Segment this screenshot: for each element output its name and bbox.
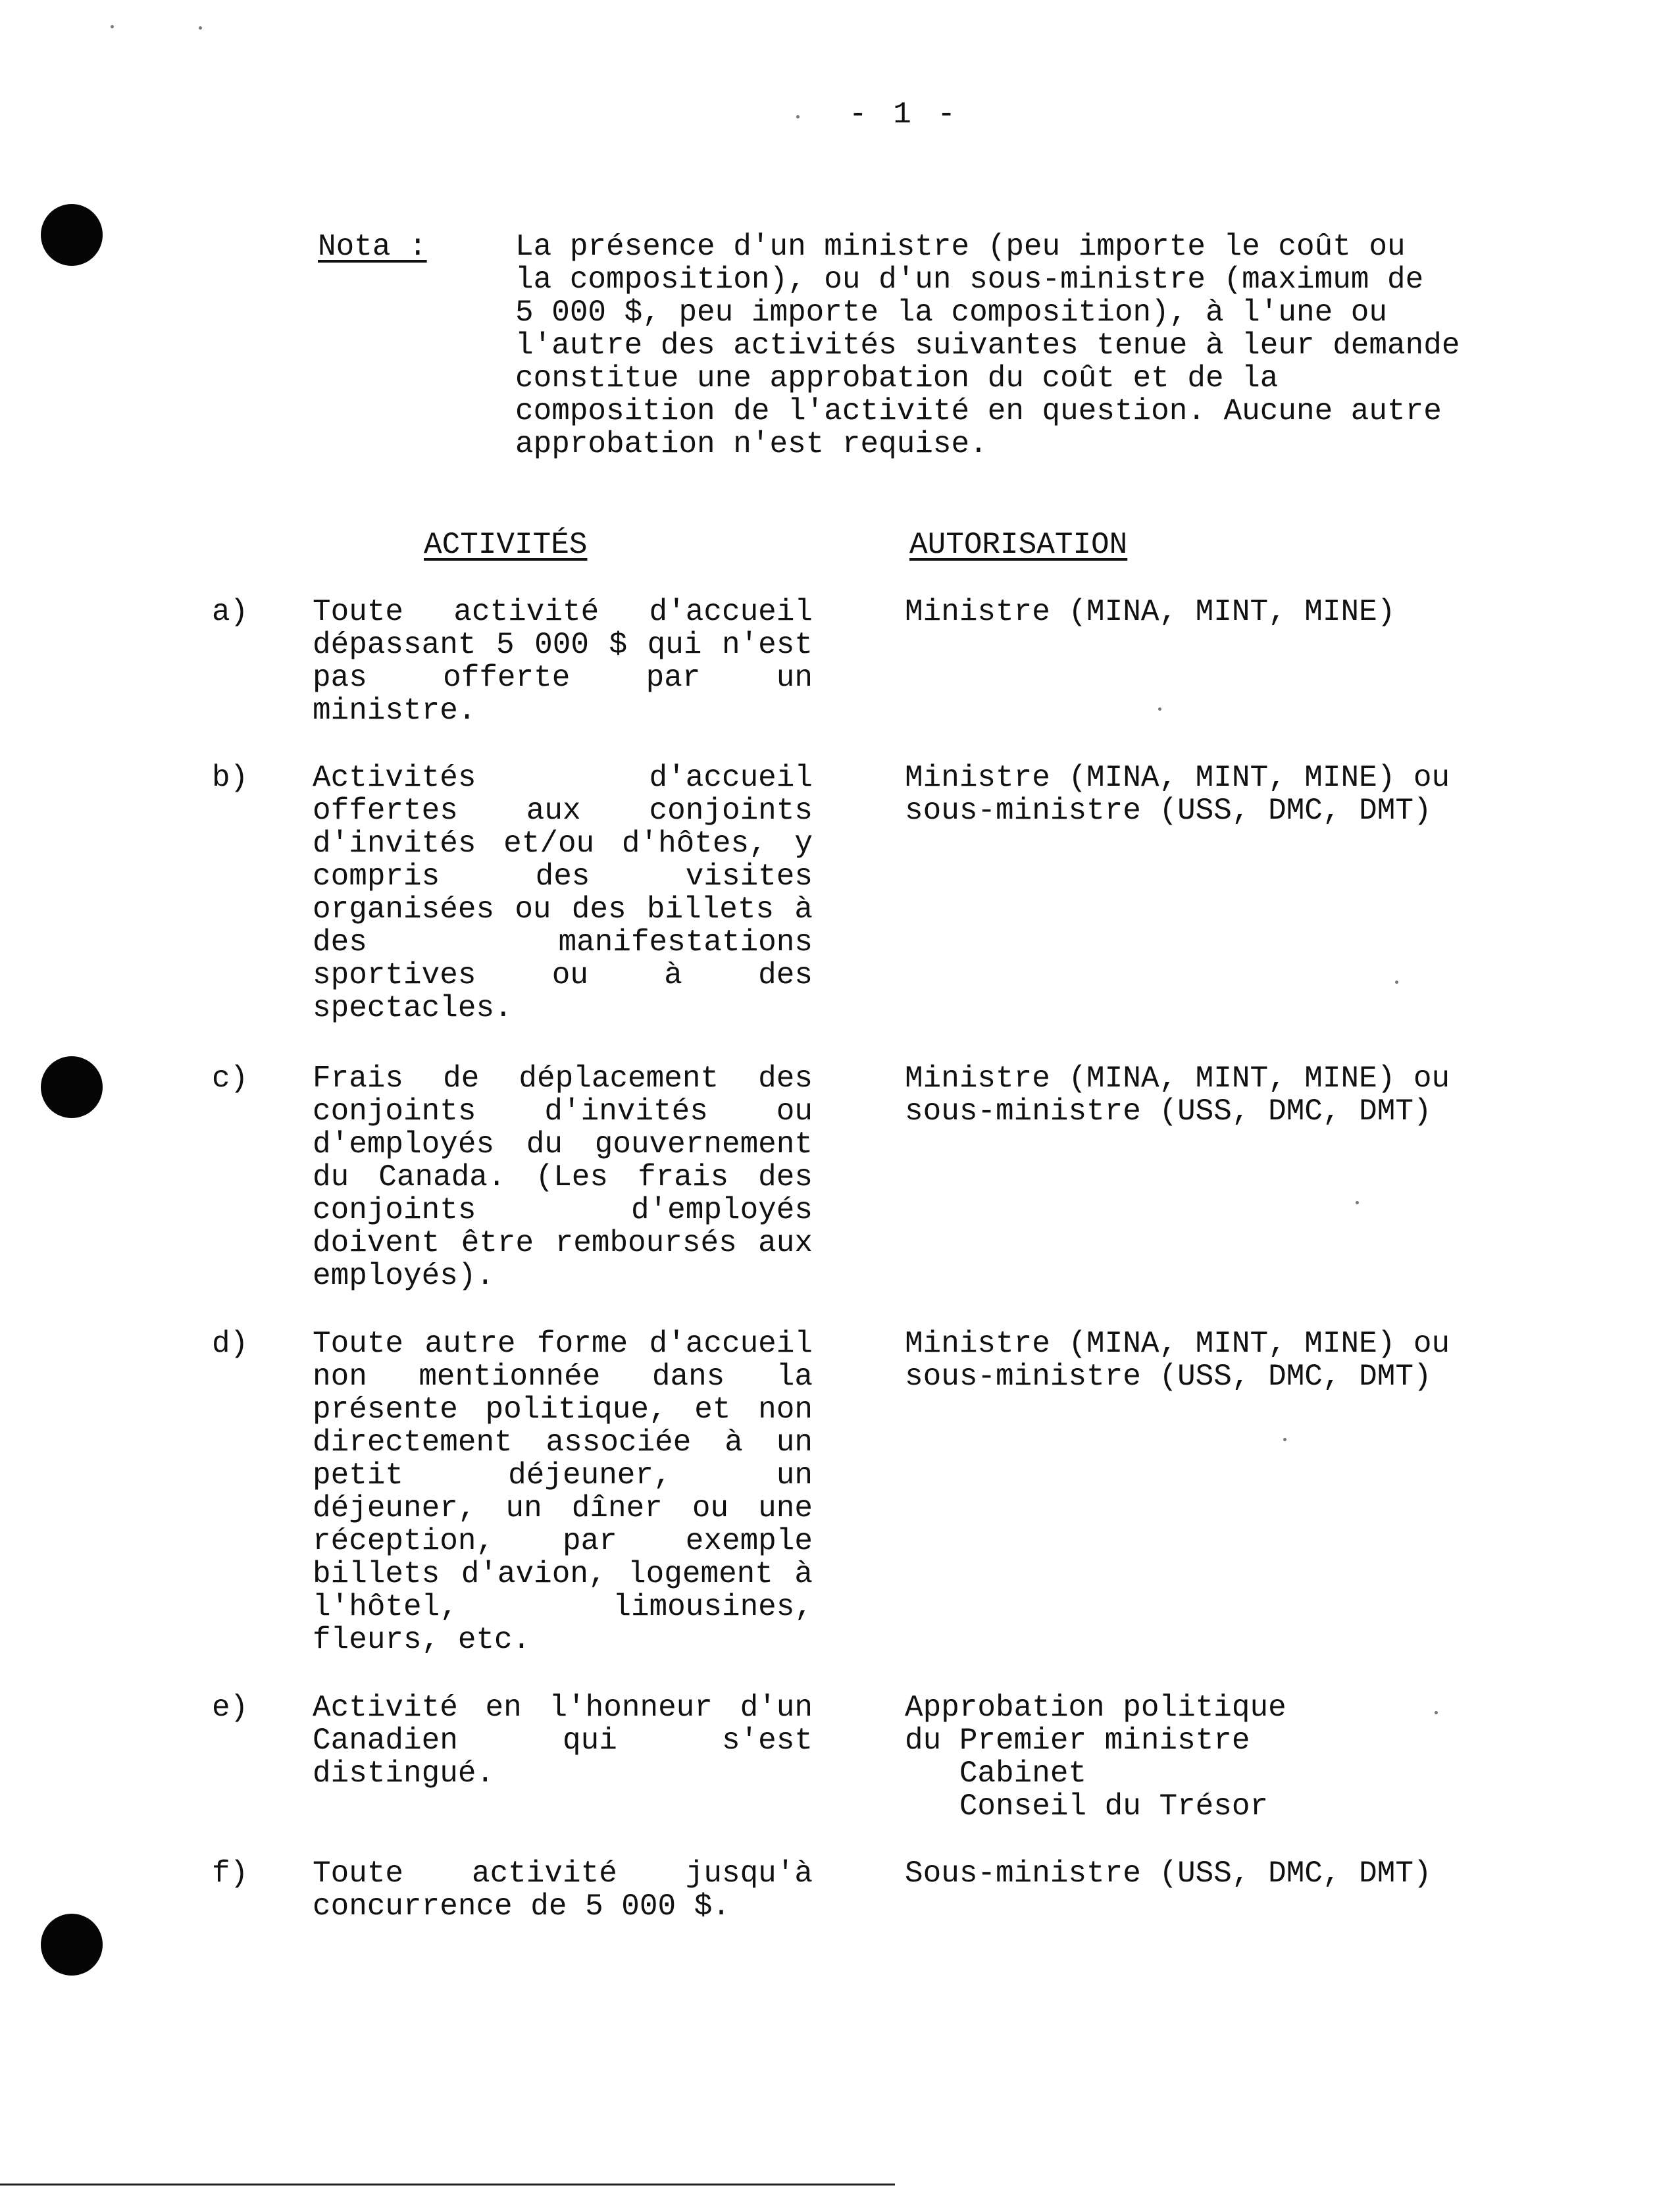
punch-hole-bottom: [41, 1914, 103, 1976]
nota-text: [515, 230, 1680, 461]
punch-hole-middle: [41, 1056, 103, 1118]
item-activity: Frais de déplacement des conjoints d'invités ou d'employés du gouvernement du Canada. (Les frais des conjoints d'employés doivent être remboursés aux employés).: [313, 1061, 813, 1293]
item-authority: Ministre (MINA, MINT, MINE): [905, 595, 1396, 629]
nota-label: Nota :: [318, 230, 427, 264]
item-authority: Ministre (MINA, MINT, MINE) ou sous-ministre (USS, DMC, DMT): [905, 1327, 1450, 1394]
scan-speck: [1356, 1201, 1359, 1204]
scan-speck: [796, 115, 800, 118]
nota-line: 5 000 $, peu importe la composition), à l'une ou: [515, 295, 1388, 330]
item-activity: Toute activité jusqu'à concurrence de 5 000 $.: [313, 1856, 813, 1924]
item-activity: Toute autre forme d'accueil non mentionnée dans la présente politique, et non directement associée à un petit déjeuner, un déjeuner, un dîner ou une réception, par exemple billets d'avion, logement à l'hôtel, limousines, fleurs, etc.: [313, 1327, 813, 1657]
scan-speck: [1395, 981, 1398, 984]
nota-line: constitue une approbation du coût et de la: [515, 361, 1279, 396]
footer-rule: [0, 2184, 895, 2185]
punch-hole-top: [41, 204, 103, 266]
item-activity: Activités d'accueil offertes aux conjoints d'invités et/ou d'hôtes, y compris des visites organisées ou des billets à des manifestations sportives ou à des spectacles.: [313, 761, 813, 1025]
scan-speck: [1435, 1711, 1438, 1714]
activities-column-heading: ACTIVITÉS: [424, 528, 588, 562]
item-authority: Approbation politique du Premier ministre Cabinet Conseil du Trésor: [905, 1691, 1286, 1824]
item-letter: e): [212, 1691, 249, 1725]
item-letter: b): [212, 761, 249, 795]
item-letter: d): [212, 1327, 249, 1361]
scan-speck: [1283, 1438, 1286, 1441]
scan-speck: [199, 26, 202, 30]
item-letter: a): [212, 595, 249, 629]
nota-line: La présence d'un ministre (peu importe le coût ou: [515, 230, 1406, 264]
nota-line: approbation n'est requise.: [515, 427, 988, 461]
item-authority: Ministre (MINA, MINT, MINE) ou sous-ministre (USS, DMC, DMT): [905, 761, 1450, 828]
item-authority: Sous-ministre (USS, DMC, DMT): [905, 1856, 1432, 1891]
page-number: - 1 -: [849, 97, 960, 132]
nota-line: la composition), ou d'un sous-ministre (maximum de: [515, 263, 1424, 297]
authorization-column-heading: AUTORISATION: [909, 528, 1128, 562]
item-authority: Ministre (MINA, MINT, MINE) ou sous-ministre (USS, DMC, DMT): [905, 1061, 1450, 1129]
item-letter: f): [212, 1856, 249, 1891]
nota-line: l'autre des activités suivantes tenue à leur demande: [515, 328, 1460, 363]
item-activity: Activité en l'honneur d'un Canadien qui s'est distingué.: [313, 1691, 813, 1791]
item-letter: c): [212, 1061, 249, 1096]
scan-speck: [1158, 707, 1161, 711]
item-activity: Toute activité d'accueil dépassant 5 000 $ qui n'est pas offerte par un ministre.: [313, 595, 813, 728]
scan-speck: [111, 25, 114, 28]
nota-line: composition de l'activité en question. Aucune autre: [515, 394, 1442, 428]
